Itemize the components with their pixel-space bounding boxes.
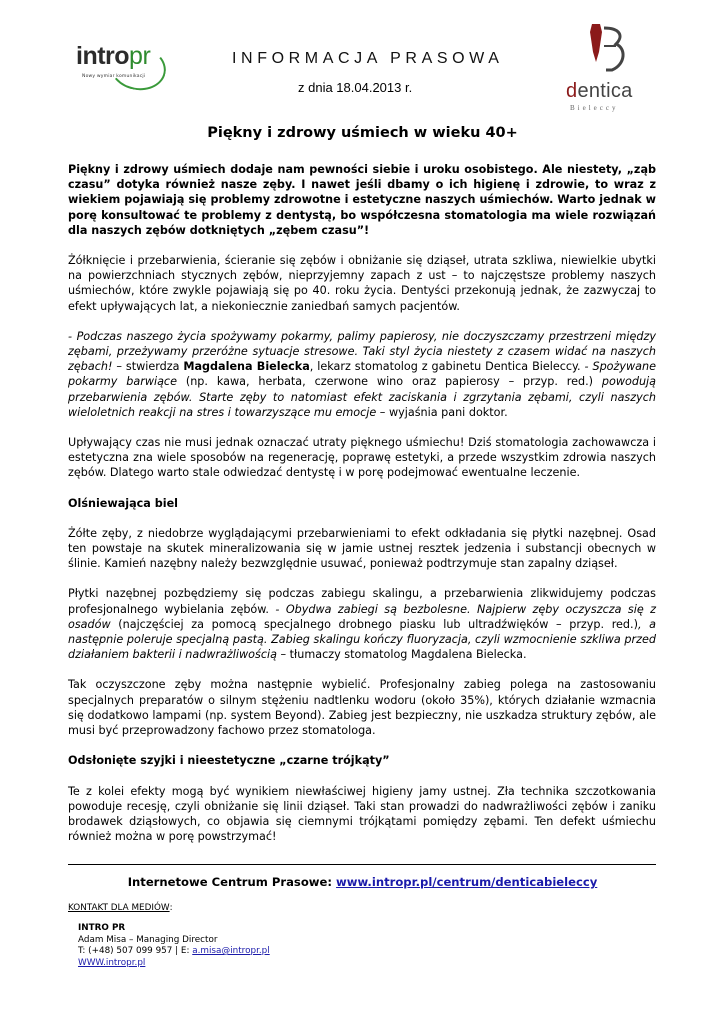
contact-www <box>78 958 270 970</box>
press-centre-line <box>0 875 725 889</box>
header-title: INFORMACJA PRASOWA <box>232 50 504 67</box>
logo-pr-text: pr <box>129 42 151 70</box>
logo-tagline: Nowy wymiar komunikacji <box>82 74 146 79</box>
doctor-name: Magdalena Bielecka <box>183 360 310 374</box>
paragraph-4: Żółte zęby, z niedobrze wyglądającymi przebarwieniami to efekt odkładania się płytki nazębnej. Osad ten powstaje na skutek mineralizowania się w jamie ustnej resztek jedzenia i substancji obecnych w ślinie. Kamień nazębny należy bezwzględnie usuwać, ponieważ podtrzymuje stan zapalny dziąseł. <box>68 526 656 571</box>
text-span: Płytki nazębnej pozbędziemy się podczas zabiegu skalingu, a przebarwienia zlikwidujemy podczas profesjonalnego wybielania zębów. <box>68 587 656 616</box>
contact-email-link[interactable]: a.misa@intropr.pl <box>192 946 270 956</box>
contact-firm: INTRO PR <box>78 923 126 933</box>
tooth-b-icon <box>582 22 630 80</box>
text-span: – tłumaczy stomatolog Magdalena Bielecka. <box>276 648 527 662</box>
contact-www-link[interactable]: WWW.intropr.pl <box>78 957 146 968</box>
dentica-logo <box>560 22 650 112</box>
contact-phone: T: (+48) 507 099 957 | E: <box>78 946 193 956</box>
kontakt-text: KONTAKT DLA MEDIÓW <box>68 903 170 913</box>
section-heading-2: Odsłonięte szyjki i nieestetyczne „czarne trójkąty” <box>68 754 390 768</box>
logo-intro-text: intro <box>76 42 130 70</box>
article-body <box>68 162 656 859</box>
quote-1: - Podczas naszego życia spożywamy pokarmy, palimy papierosy, nie doczyszczamy przestrzeni między zębami, przeżywamy przeróżne sytuacje stresowe. Taki styl życia niestety z czasem widać na naszych zębach! <box>68 329 656 374</box>
contact-phone-email <box>78 946 270 958</box>
quote-3: powodują przebarwienia zębów. Starte zęby to natomiast efekt zaciskania i zgrzytania zębami, czyli naszych wieloletnich reakcji na stres i towarzyszące mu emocje <box>68 375 657 419</box>
intro-pr-wordmark <box>76 42 150 71</box>
paragraph-5 <box>68 586 656 662</box>
text-span: (np. kawa, herbata, czerwone wino oraz papierosy – przyp. red.) <box>176 375 602 389</box>
quote-2: - Spożywane pokarmy barwiące <box>68 360 656 389</box>
dentica-subtitle: Bieleccy <box>570 104 619 112</box>
text-span: , lekarz stomatolog z gabinetu Dentica Bieleccy. <box>309 360 585 374</box>
media-contact-label <box>68 903 173 913</box>
lead-paragraph: Piękny i zdrowy uśmiech dodaje nam pewności siebie i uroku osobistego. Ale niestety, „ząb czasu” dotyka również nasze zęby. I nawet jeśli dbamy o ich higienę i zdrowie, to wraz z wiekiem pojawiają się problemy zdrowotne i estetyczne naszych uśmiechów. Warto jednak w porę konsultować te problemy z dentystą, bo współczesna stomatologia ma wiele rozwiązań dla naszych zębów dotkniętych „zębem czasu”! <box>68 163 656 237</box>
intro-pr-logo <box>76 40 176 90</box>
quote-4: - Obydwa zabiegi są bezbolesne. Najpierw zęby oczyszcza się z osadów <box>68 602 656 631</box>
paragraph-6: Tak oczyszczone zęby można następnie wybielić. Profesjonalny zabieg polega na zastosowaniu specjalnych preparatów o silnym stężeniu nadtlenku wodoru (około 35%), których działanie wzmacnia się dodatkowo lampami (np. system Beyond). Zabieg jest bezpieczny, nie uszkadza struktury zębów, ale musi być przeprowadzony fachowo przez stomatologa. <box>68 678 656 738</box>
text-span: – stwierdza <box>112 360 184 374</box>
paragraph-2 <box>68 329 656 420</box>
text-span: – wyjaśnia pani doktor. <box>376 405 508 419</box>
press-centre-label: Internetowe Centrum Prasowe: <box>127 875 337 889</box>
document-title: Piękny i zdrowy uśmiech w wieku 40+ <box>207 125 518 141</box>
section-heading-1: Olśniewająca biel <box>68 496 179 510</box>
quote-5: , a następnie poleruje specjalną pastą. Zabieg skalingu kończy fluoryzacja, czyli wzmocnienie szkliwa przed działaniem bakterii i nadwrażliwością <box>68 617 657 662</box>
header-date: z dnia 18.04.2013 r. <box>298 80 413 95</box>
dentica-wordmark: dentica <box>566 80 633 102</box>
contact-block <box>78 923 270 969</box>
text-span: (najczęściej za pomocą specjalnego drobnego piasku lub ultradźwięków – przyp. red.) <box>110 617 638 631</box>
contact-person: Adam Misa – Managing Director <box>78 934 218 945</box>
press-centre-link[interactable]: www.intropr.pl/centrum/denticabieleccy <box>336 875 598 889</box>
paragraph-7: Te z kolei efekty mogą być wynikiem niewłaściwej higieny jamy ustnej. Zła technika szczotkowania powoduje recesję, czyli obniżanie się linii dziąseł. Taki stan prowadzi do nadwrażliwości zębów i zaniku brodawek dziąsłowych, co objawia się ciemnymi trójkątami pomiędzy zębami. Ten defekt uśmiechu również można w porę powstrzymać! <box>68 784 656 844</box>
paragraph-3: Upływający czas nie musi jednak oznaczać utraty pięknego uśmiechu! Dziś stomatologia zachowawcza i estetyczna zna wiele sposobów na regenerację, poprawę estetyki, a przede wszystkim zdrowia naszych zębów. Dlatego warto stale odwiedzać dentystę i w porę podejmować ewentualne leczenie. <box>68 436 656 480</box>
kontakt-colon: : <box>169 903 173 913</box>
paragraph-1: Żółknięcie i przebarwienia, ścieranie się zębów i obniżanie się dziąseł, utrata szkliwa, niewielkie ubytki na powierzchniach stycznych zębów, nieprzyjemny zapach z ust – to najczęstsze problemy naszych uśmiechów, które zwykle pojawiają się po 40. roku życia. Dentyści przekonują jednak, że zazwyczaj to efekt upływających lat, a niekoniecznie zaniedbań samych pacjentów. <box>68 254 656 313</box>
footer-divider <box>68 864 656 865</box>
